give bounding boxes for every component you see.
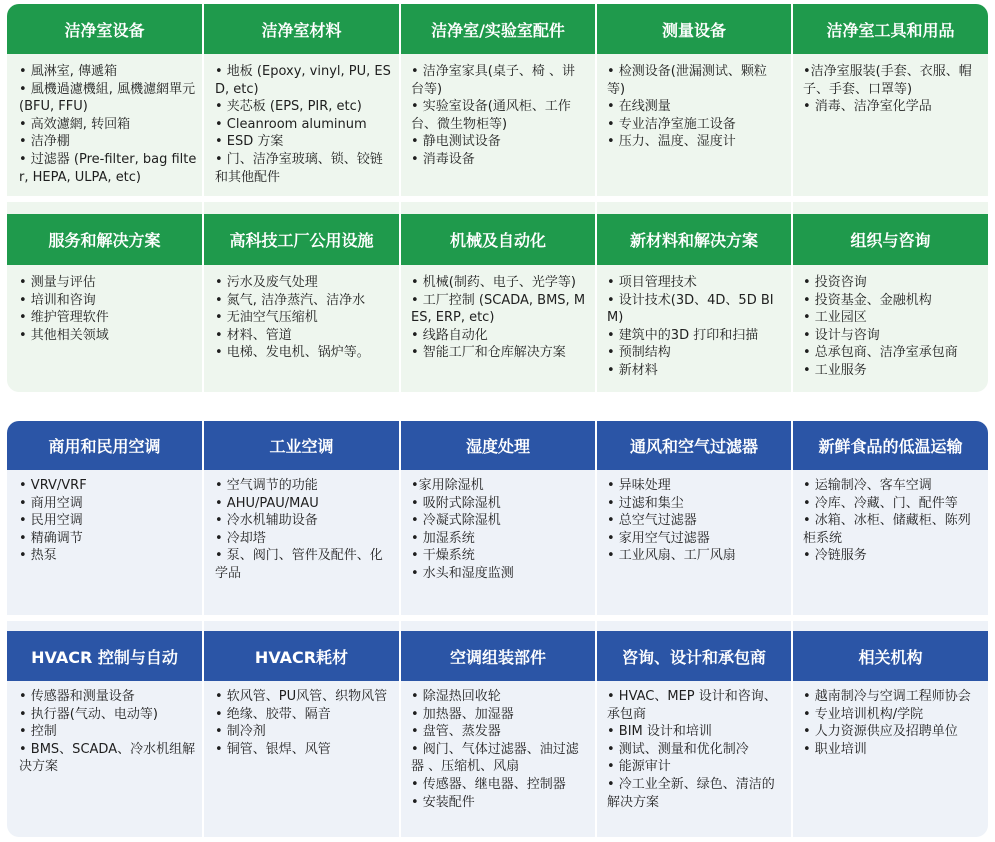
category-header: 高科技工厂公用设施 (204, 214, 399, 265)
list-item: • 投资基金、金融机构 (803, 292, 932, 308)
list-item: • 阀门、气体过滤器、油过滤 器 、压缩机、风扇 (411, 741, 579, 775)
list-item: • 其他相关领域 (19, 327, 109, 343)
category-items (411, 477, 587, 583)
list-item: • 水头和湿度监测 (411, 565, 514, 581)
list-item: • 总空气过滤器 (607, 513, 697, 529)
list-item: • 風淋室, 傳遞箱 (19, 64, 118, 79)
category-items (411, 274, 587, 362)
list-item: • 消毒、洁净室化学品 (803, 99, 932, 115)
list-item: • 培训和咨询 (19, 292, 96, 308)
category-items (607, 63, 783, 151)
list-item: • 热泵 (19, 548, 57, 564)
list-item: • 工业风扇、工厂风扇 (607, 548, 736, 564)
category-header: 洁净室设备 (7, 4, 202, 54)
category-items (411, 63, 587, 169)
list-item: • 静电测试设备 (411, 134, 501, 150)
category-items (411, 688, 587, 811)
category-header: 机械及自动化 (401, 214, 595, 265)
category-header: 组织与咨询 (793, 214, 988, 265)
list-item: • 执行器(气动、电动等) (19, 706, 158, 722)
list-item: • 电梯、发电机、锅炉等。 (215, 345, 370, 361)
category-items (215, 274, 393, 362)
category-row (7, 202, 988, 392)
list-item: • 夹芯板 (EPS, PIR, etc) (215, 99, 362, 115)
list-item: • 盘管、蒸发器 (411, 724, 501, 740)
list-item: • 材料、管道 (215, 327, 292, 343)
list-item: • 投资咨询 (803, 275, 867, 290)
list-item: • 设计技术(3D、4D、5D BIM) (607, 292, 774, 326)
category-row (7, 4, 988, 196)
list-item: • 控制 (19, 724, 57, 740)
hvacr-section (7, 421, 988, 837)
category-row (7, 621, 988, 837)
list-item: • 冷库、冷藏、门、配件等 (803, 495, 958, 511)
category-items (607, 274, 783, 380)
category-header: 洁净室/实验室配件 (401, 4, 595, 54)
list-item: • AHU/PAU/MAU (215, 495, 319, 511)
list-item: • 冷却塔 (215, 530, 266, 546)
list-item: • 冷水机辅助设备 (215, 513, 318, 529)
category-header: 湿度处理 (401, 421, 595, 470)
list-item: • 消毒设备 (411, 151, 475, 167)
list-item: • 测量与评估 (19, 275, 96, 290)
column-divider (595, 421, 597, 837)
category-items (803, 274, 981, 380)
list-item: • 安装配件 (411, 794, 475, 810)
category-items (803, 688, 981, 758)
list-item: • 门、洁净室玻璃、锁、铰链和其他配件 (215, 151, 383, 185)
category-header: 洁净室材料 (204, 4, 399, 54)
list-item: • 風機過濾機組, 風機濾網單元(BFU, FFU) (19, 81, 196, 115)
list-item: • 除湿热回收轮 (411, 689, 501, 704)
column-divider (595, 4, 597, 392)
category-header: 洁净室工具和用品 (793, 4, 988, 54)
category-items (215, 688, 393, 758)
category-header: 工业空调 (204, 421, 399, 470)
list-item: • 冷凝式除湿机 (411, 513, 501, 529)
category-header: HVACR 控制与自动 (7, 631, 202, 681)
list-item: • 实验室设备(通风柜、工作台、微生物柜等) (411, 99, 571, 132)
column-divider (791, 421, 793, 837)
category-header: 咨询、设计和承包商 (597, 631, 791, 681)
category-items (607, 688, 783, 811)
list-item: • BIM 设计和培训 (607, 724, 712, 740)
list-item: • 传感器、继电器、控制器 (411, 776, 566, 792)
list-item: • 冰箱、冰柜、储藏柜、陈列 柜系统 (803, 513, 971, 546)
category-header: 测量设备 (597, 4, 791, 54)
list-item: •家用除湿机 (411, 478, 484, 493)
category-items (19, 477, 197, 565)
list-item: • 商用空调 (19, 495, 83, 511)
list-item: • 无油空气压缩机 (215, 310, 318, 326)
list-item: • HVAC、MEP 设计和咨询、承包商 (607, 689, 777, 722)
list-item: • 绝缘、胶带、隔音 (215, 706, 331, 722)
category-header: HVACR耗材 (204, 631, 399, 681)
list-item: • 运输制冷、客车空调 (803, 478, 932, 493)
list-item: • 加热器、加湿器 (411, 706, 514, 722)
list-item: • 污水及废气处理 (215, 275, 318, 290)
list-item: • 设计与咨询 (803, 327, 880, 343)
list-item: • 精确调节 (19, 530, 83, 546)
category-items (215, 477, 393, 583)
category-items (607, 477, 783, 565)
list-item: • 泵、阀门、管件及配件、化 学品 (215, 548, 383, 581)
category-items (19, 63, 197, 186)
list-item: • 高效濾網, 转回箱 (19, 116, 131, 132)
list-item: • 制冷剂 (215, 724, 266, 740)
list-item: •洁净室服装(手套、衣服、帽子、手套、口罩等) (803, 64, 972, 97)
list-item: • 洁净棚 (19, 134, 70, 150)
list-item: • 智能工厂和仓库解决方案 (411, 345, 566, 361)
list-item: • 冷链服务 (803, 548, 867, 564)
category-header: 相关机构 (793, 631, 988, 681)
list-item: • 总承包商、洁净室承包商 (803, 345, 958, 361)
list-item: • 铜管、银焊、风管 (215, 741, 331, 757)
list-item: • 氮气, 洁净蒸汽、洁净水 (215, 292, 366, 308)
list-item: • 机械(制药、电子、光学等) (411, 275, 576, 290)
list-item: • 工业服务 (803, 362, 867, 378)
column-divider (399, 4, 401, 392)
category-items (803, 63, 981, 116)
list-item: • 过滤器 (Pre-filter, bag filter, HEPA, ULPA, etc) (19, 151, 197, 185)
list-item: • 过滤和集尘 (607, 495, 684, 511)
list-item: • ESD 方案 (215, 134, 284, 150)
list-item: • 项目管理技术 (607, 275, 697, 290)
list-item: • 预制结构 (607, 345, 671, 361)
category-header: 空调组装部件 (401, 631, 595, 681)
list-item: • 维护管理软件 (19, 310, 109, 326)
list-item: • 人力资源供应及招聘单位 (803, 724, 958, 740)
list-item: • 测试、测量和优化制冷 (607, 741, 749, 757)
list-item: • 传感器和测量设备 (19, 689, 135, 704)
list-item: • 职业培训 (803, 741, 867, 757)
category-row (7, 421, 988, 615)
list-item: • 冷工业全新、绿色、清洁的解决方案 (607, 776, 775, 810)
category-items (19, 688, 197, 776)
list-item: • 工厂控制 (SCADA, BMS, MES, ERP, etc) (411, 292, 586, 326)
list-item: • 异味处理 (607, 478, 671, 493)
list-item: • 新材料 (607, 362, 658, 378)
list-item: • 加湿系统 (411, 530, 475, 546)
list-item: • 专业洁净室施工设备 (607, 116, 736, 132)
list-item: • 越南制冷与空调工程师协会 (803, 689, 971, 704)
cleanroom-section (7, 4, 988, 392)
list-item: • 吸附式除湿机 (411, 495, 501, 511)
column-divider (202, 4, 204, 392)
category-header: 服务和解决方案 (7, 214, 202, 265)
list-item: • VRV/VRF (19, 478, 87, 493)
list-item: • 检测设备(泄漏测试、颗粒等) (607, 64, 767, 97)
list-item: • 家用空气过滤器 (607, 530, 710, 546)
list-item: • 在线测量 (607, 99, 671, 115)
list-item: • BMS、SCADA、冷水机组解决方案 (19, 741, 196, 775)
list-item: • 民用空调 (19, 513, 83, 529)
list-item: • 地板 (Epoxy, vinyl, PU, ESD, etc) (215, 64, 391, 97)
list-item: • 压力、温度、湿度计 (607, 134, 736, 150)
category-header: 商用和民用空调 (7, 421, 202, 470)
column-divider (791, 4, 793, 392)
list-item: • 建筑中的3D 打印和扫描 (607, 327, 759, 343)
column-divider (202, 421, 204, 837)
list-item: • 工业园区 (803, 310, 867, 326)
list-item: • 线路自动化 (411, 327, 488, 343)
category-items (215, 63, 393, 186)
list-item: • Cleanroom aluminum (215, 116, 367, 132)
list-item: • 洁净室家具(桌子、椅 、讲台等) (411, 64, 576, 97)
list-item: • 专业培训机构/学院 (803, 706, 924, 722)
category-header: 新材料和解决方案 (597, 214, 791, 265)
category-items (19, 274, 197, 344)
list-item: • 软风管、PU风管、织物风管 (215, 689, 388, 704)
category-header: 通风和空气过滤器 (597, 421, 791, 470)
column-divider (399, 421, 401, 837)
category-items (803, 477, 981, 565)
list-item: • 能源审计 (607, 759, 671, 775)
category-header: 新鲜食品的低温运输 (793, 421, 988, 470)
list-item: • 干燥系统 (411, 548, 475, 564)
list-item: • 空气调节的功能 (215, 478, 318, 493)
